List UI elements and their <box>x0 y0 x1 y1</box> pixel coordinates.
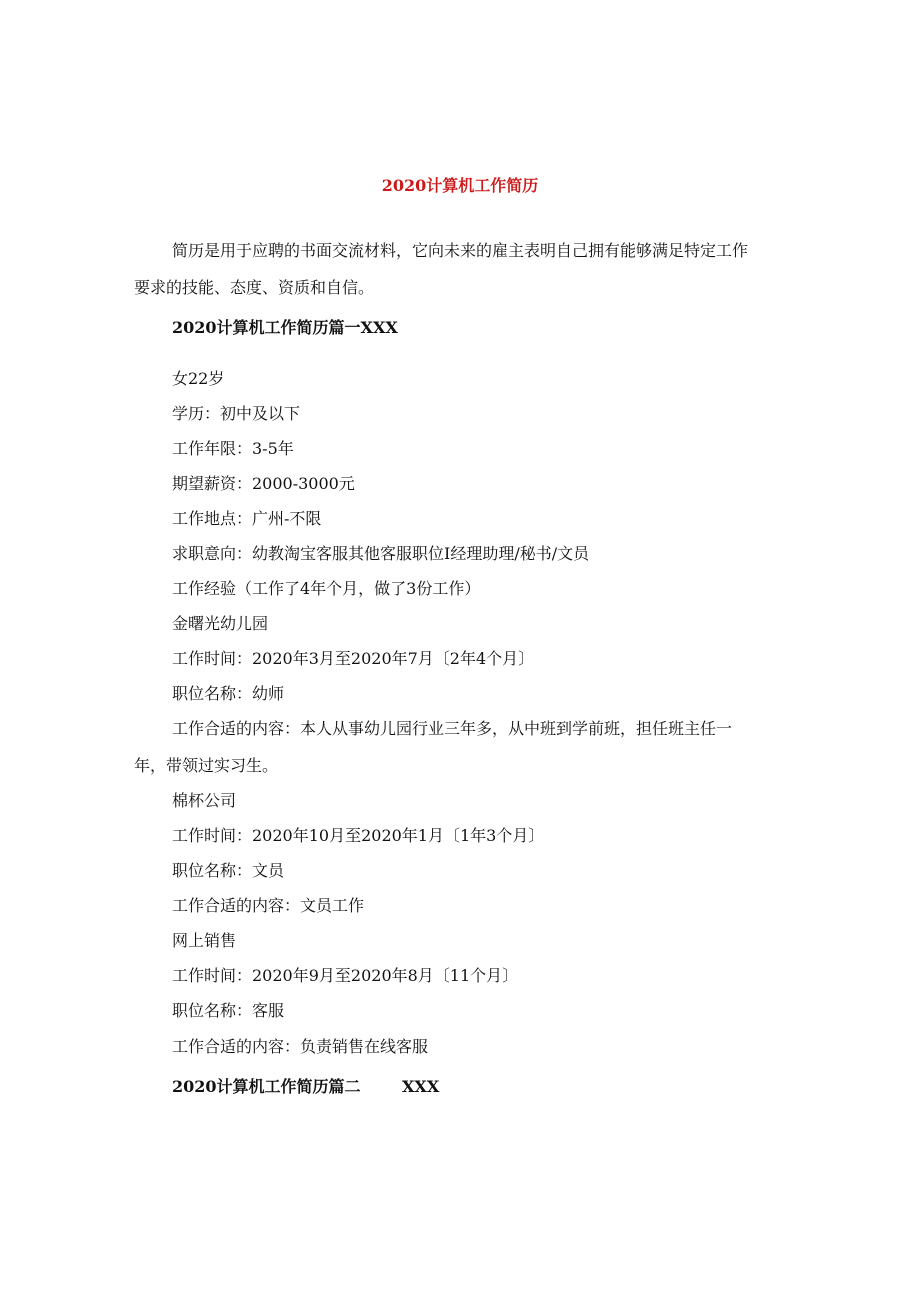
job-position: 职位名称：客服 <box>172 1001 285 1020</box>
job-time: 工作时间：2020年3月至2020年7月〔2年4个月〕 <box>172 649 535 668</box>
education: 学历：初中及以下 <box>172 404 301 423</box>
job-content-line-1: 工作合适的内容：文员工作 <box>172 896 365 915</box>
job-company: 棉杯公司 <box>172 791 237 810</box>
resume2-heading-name: XXX <box>402 1077 440 1096</box>
job-content-line-2: 年，带领过实习生。 <box>134 756 279 775</box>
job-content-line-1: 工作合适的内容：本人从事幼儿园行业三年多，从中班到学前班，担任班主任一 <box>172 719 733 738</box>
job-time: 工作时间：2020年9月至2020年8月〔11个月〕 <box>172 966 519 985</box>
document-title: 2020计算机工作简历 <box>381 176 539 195</box>
experience-summary: 工作经验（工作了4年个月，做了3份工作） <box>172 579 481 598</box>
job-intention: 求职意向：幼教淘宝客服其他客服职位I经理助理/秘书/文员 <box>172 544 590 563</box>
job-content-line-1: 工作合适的内容：负责销售在线客服 <box>172 1037 429 1056</box>
expected-salary: 期望薪资：2000-3000元 <box>172 474 355 493</box>
job-time: 工作时间：2020年10月至2020年1月〔1年3个月〕 <box>172 826 545 845</box>
gender-age: 女22岁 <box>172 369 225 388</box>
intro-line-1: 简历是用于应聘的书面交流材料，它向未来的雇主表明自己拥有能够满足特定工作 <box>172 241 749 260</box>
intro-line-2: 要求的技能、态度、资质和自信。 <box>134 278 375 297</box>
job-company: 网上销售 <box>172 931 237 950</box>
job-company: 金曙光幼儿园 <box>172 614 269 633</box>
job-position: 职位名称：幼师 <box>172 684 285 703</box>
resume1-heading: 2020计算机工作简历篇一XXX <box>172 318 398 337</box>
work-years: 工作年限：3-5年 <box>172 439 294 458</box>
resume2-heading: 2020计算机工作简历篇二 <box>172 1077 361 1096</box>
work-location: 工作地点：广州-不限 <box>172 509 322 528</box>
job-position: 职位名称：文员 <box>172 861 285 880</box>
